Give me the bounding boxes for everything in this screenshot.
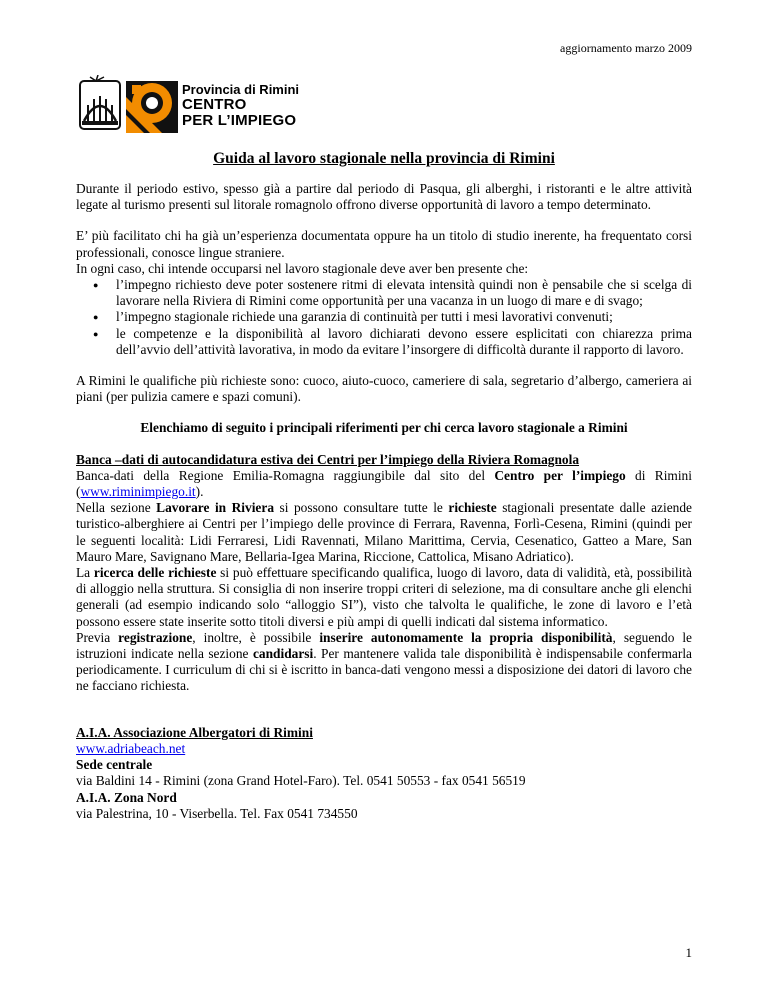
list-item: ● le competenze e la disponibilità al lavoro dichiarati devono essere esplicitati con chiarezza prima dell’avvio dell’attività lavorativa, in modo da evitare l’insorgere di difficoltà durante il rapporto di lavoro. xyxy=(116,326,692,358)
in-any-case-paragraph: In ogni caso, chi intende occuparsi nel lavoro stagionale deve aver ben presente che: xyxy=(76,260,529,276)
banca-dati-paragraph-4: Previa registrazione, inoltre, è possibile inserire autonomamente la propria disponibilità, seguendo le istruzioni indicate nella sezione candidarsi. Per mantenere valida tale disponibilità è indispensabile confermarla periodicamente. I curriculum di chi si è iscritto in banca-dati vengono messi a disposizione dei datori di lavoro che ne facciano richiesta. xyxy=(76,629,693,694)
banca-dati-paragraph-3: La ricerca delle richieste si può effettuare specificando qualifica, luogo di lavoro, data di validità, età, possibilità di alloggio nella struttura. Si consiglia di non inserire troppi criteri di selezione, ma di consultare anche gli elenchi generali (ad esempio indicando solo “alloggio SI”), visto che talvolta le qualifiche, le zone di lavoro e l’età possono essere state inserite sotto titoli diversi e più ampi di quelli indicati dal sistema informatico. xyxy=(76,565,692,629)
list-item: ● l’impegno richiesto deve poter sostenere ritmi di elevata intensità quindi non è pensabile che si scelga di lavorare nella Riviera di Rimini come opportunità per una vacanza in un luogo di mare e di svago; xyxy=(116,277,692,309)
facilitated-paragraph: E’ più facilitato chi ha già un’esperienza documentata oppure ha un titolo di studio inerente, ha frequentato corsi professionali, conosce lingue straniere. xyxy=(76,228,692,260)
page-number: 1 xyxy=(685,945,692,960)
sede-centrale-address: via Baldini 14 - Rimini (zona Grand Hotel-Faro). Tel. 0541 50553 - fax 0541 56519 xyxy=(76,773,526,789)
list-item: ● l’impegno stagionale richiede una garanzia di continuità per tutti i mesi lavorativi convenuti; xyxy=(116,309,692,325)
document-body xyxy=(76,150,692,822)
provincia-rimini-logo xyxy=(76,75,316,137)
logo-text xyxy=(182,82,299,129)
riminimpiego-link[interactable]: www.riminimpiego.it xyxy=(80,484,196,500)
zona-nord-address: via Palestrina, 10 - Viserbella. Tel. Fax 0541 734550 xyxy=(76,805,358,821)
banca-dati-paragraph-2: Nella sezione Lavorare in Riviera si possono consultare tutte le richieste stagionali presentate dalle aziende turistico-alberghiere ai Centri per l’impiego delle province di Ferrara, Ravenna, Forlì-Cesena, Rimini (quindi per le seguenti località: Lidi Ferraresi, Lidi Ravennati, Milano Marittima, Cervia, Cesenatico, Gatteo a Mare, San Mauro Mare, Savignano Mare, Bellaria-Igea Marina, Riccione, Cattolica, Misano Adriatico). xyxy=(76,500,692,564)
zona-nord-label: A.I.A. Zona Nord xyxy=(76,789,177,805)
aia-heading: A.I.A. Associazione Albergatori di Rimini xyxy=(76,724,313,740)
logo-line-provincia: Provincia di Rimini xyxy=(182,82,300,97)
coat-of-arms-and-emblem-icon xyxy=(76,75,180,137)
logo-line-impiego: PER L’IMPIEGO xyxy=(182,112,297,129)
adriabeach-link[interactable]: www.adriabeach.net xyxy=(76,740,186,756)
update-note: aggiornamento marzo 2009 xyxy=(560,41,692,55)
logo-line-centro: CENTRO xyxy=(182,96,247,113)
page-title: Guida al lavoro stagionale nella provincia di Rimini xyxy=(213,150,555,167)
banca-dati-paragraph-1: Banca-dati della Regione Emilia-Romagna raggiungibile dal sito del Centro per l’impiego di Rimini (www.riminimpiego.it). xyxy=(76,467,692,500)
banca-dati-heading: Banca –dati di autocandidatura estiva dei Centri per l’impiego della Riviera Romagnola xyxy=(76,451,580,467)
intro-paragraph: Durante il periodo estivo, spesso già a partire dal periodo di Pasqua, gli alberghi, i ristoranti e le altre attività legate al turismo presenti sul litorale romagnolo offrono diverse opportunità di lavoro a tempo determinato. xyxy=(76,181,692,213)
sede-centrale-label: Sede centrale xyxy=(76,757,153,773)
references-heading: Elenchiamo di seguito i principali riferimenti per chi cerca lavoro stagionale a Rimini xyxy=(140,420,628,436)
qualifications-paragraph: A Rimini le qualifiche più richieste sono: cuoco, aiuto-cuoco, cameriere di sala, segretario d’albergo, cameriera ai piani (per pulizia camere e spazi comuni). xyxy=(76,373,692,405)
requirements-list xyxy=(76,277,692,358)
